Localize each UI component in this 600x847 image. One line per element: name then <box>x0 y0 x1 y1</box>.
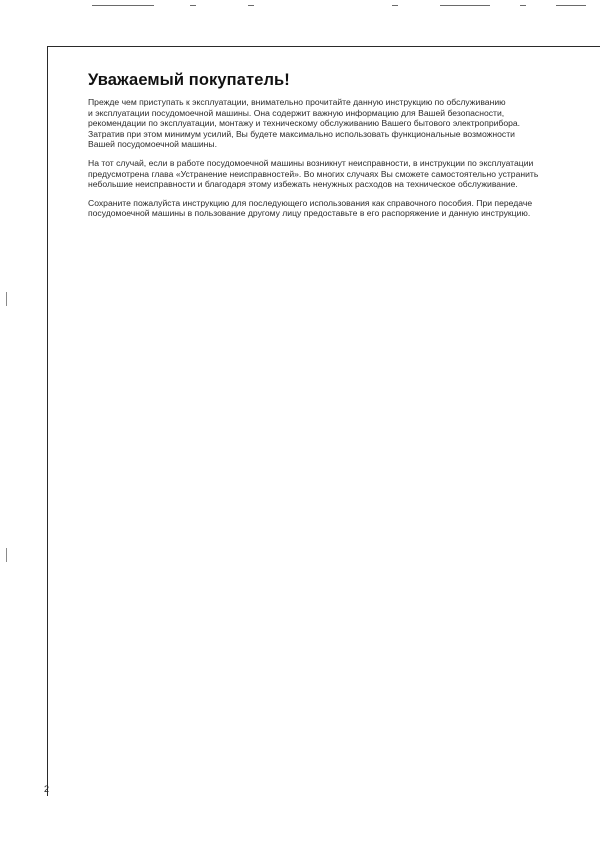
scan-edge-line <box>440 5 490 6</box>
paragraph-keep-manual <box>88 198 548 219</box>
text-line: На тот случай, если в работе посудомоечной машины возникнут неисправности, в инструкции по эксплуатации <box>88 157 534 168</box>
page-frame-left-rule <box>47 46 48 796</box>
text-line: и эксплуатации посудомоечной машины. Она содержит важную информацию для Вашей безопасности, <box>88 107 505 118</box>
document-body <box>88 70 548 227</box>
text-line: Прежде чем приступать к эксплуатации, внимательно прочитайте данную инструкцию по обслуживанию <box>88 97 506 107</box>
page-frame-top-rule <box>47 46 600 47</box>
scan-edge-line <box>520 5 526 6</box>
page-number: 2 <box>44 784 50 794</box>
scan-edge-line <box>556 5 586 6</box>
page-title: Уважаемый покупатель! <box>88 71 290 89</box>
scan-edge-line <box>190 5 196 6</box>
text-line: Вашей посудомоечной машины. <box>88 139 217 150</box>
text-line: рекомендации по эксплуатации, монтажу и техническому обслуживанию Вашего бытового электроприбора. <box>88 118 521 129</box>
margin-mark <box>6 548 7 562</box>
text-line: посудомоечной машины в пользование другому лицу предоставьте в его распоряжение и данную инструкцию. <box>88 208 531 219</box>
paragraph-intro <box>88 97 548 150</box>
paragraph-troubleshooting <box>88 158 548 190</box>
scan-edge-line <box>92 5 154 6</box>
scan-edge-line <box>392 5 398 6</box>
text-line: Затратив при этом минимум усилий, Вы будете максимально использовать функциональные возможности <box>88 128 515 139</box>
text-line: Сохраните пожалуйста инструкцию для последующего использования как справочного пособия. При передаче <box>88 197 533 208</box>
text-line: предусмотрена глава «Устранение неисправностей». Во многих случаях Вы сможете самостоятельно устранить <box>88 168 539 179</box>
scan-edge-line <box>248 5 254 6</box>
text-line: небольшие неисправности и благодаря этому избежать ненужных расходов на техническое обслуживание. <box>88 179 518 190</box>
margin-mark <box>6 292 7 306</box>
